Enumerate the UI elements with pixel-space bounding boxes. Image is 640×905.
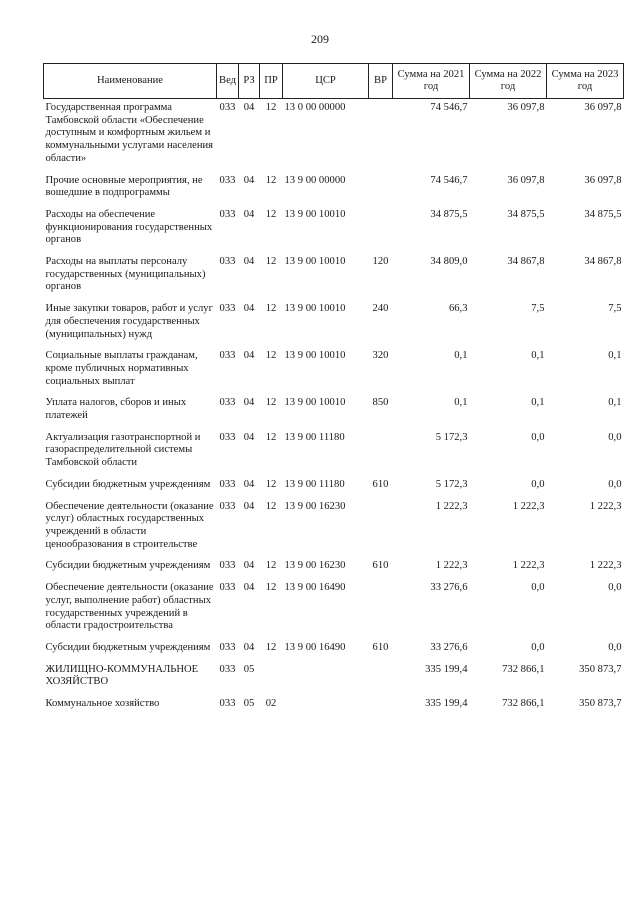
row-pr: 12 xyxy=(265,208,277,220)
table-row xyxy=(44,300,624,347)
row-pr: 12 xyxy=(265,303,277,315)
row-sum-2022: 732 866,1 xyxy=(502,698,545,710)
header-name: Наименование xyxy=(44,64,217,99)
row-ved: 033 xyxy=(219,102,236,113)
table-row xyxy=(44,695,624,717)
row-sum-2023: 34 875,5 xyxy=(584,208,622,220)
row-rz: 04 xyxy=(243,500,255,512)
row-rz: 05 xyxy=(243,698,255,710)
row-sum-2021: 66,3 xyxy=(448,303,468,315)
budget-table xyxy=(43,63,624,717)
row-vr xyxy=(369,695,393,717)
row-csr: 13 9 00 11180 xyxy=(284,478,345,490)
row-name: Субсидии бюджетным учреждениям xyxy=(45,478,211,490)
row-ved: 033 xyxy=(219,663,236,675)
row-name: Прочие основные мероприятия, не вошедшие в подпрограммы xyxy=(45,174,203,199)
row-name: Обеспечение деятельности (оказание услуг) областных государственных учреждений в области ценообразования в строительстве xyxy=(45,500,214,550)
header-pr: ПР xyxy=(260,64,283,99)
row-name: Субсидии бюджетным учреждениям xyxy=(45,641,211,653)
row-name: Коммунальное хозяйство xyxy=(45,698,160,710)
row-sum-2021: 0,1 xyxy=(454,397,468,409)
row-vr: 610 xyxy=(372,560,389,572)
row-rz: 04 xyxy=(243,256,255,268)
row-pr: 12 xyxy=(265,256,277,268)
table-row xyxy=(44,661,624,695)
row-csr: 13 9 00 10010 xyxy=(284,208,346,220)
row-vr: 240 xyxy=(372,303,389,315)
row-ved: 033 xyxy=(219,208,236,220)
row-vr xyxy=(369,429,393,476)
row-vr xyxy=(369,99,393,172)
row-ved: 033 xyxy=(219,174,236,186)
row-sum-2021: 0,1 xyxy=(454,350,468,362)
row-ved: 033 xyxy=(219,582,236,594)
row-sum-2022: 7,5 xyxy=(531,303,545,315)
row-rz: 04 xyxy=(243,560,255,572)
row-csr xyxy=(283,695,369,717)
row-sum-2021: 5 172,3 xyxy=(435,478,468,490)
row-sum-2023: 34 867,8 xyxy=(584,256,622,268)
row-sum-2022: 34 867,8 xyxy=(507,256,545,268)
row-ved: 033 xyxy=(219,500,236,512)
row-sum-2023: 7,5 xyxy=(608,303,622,315)
row-rz: 04 xyxy=(243,641,255,653)
row-name: Расходы на выплаты персоналу государственных (муниципальных) органов xyxy=(45,256,206,293)
row-sum-2021: 1 222,3 xyxy=(435,500,468,512)
header-sum-2021: Сумма на 2021 год xyxy=(393,64,470,99)
row-rz: 04 xyxy=(243,303,255,315)
row-rz: 04 xyxy=(243,350,255,362)
header-csr: ЦСР xyxy=(283,64,369,99)
row-sum-2022: 732 866,1 xyxy=(502,663,545,675)
table-header-row xyxy=(44,64,624,99)
table-row xyxy=(44,476,624,498)
table-body xyxy=(44,99,624,717)
row-sum-2022: 34 875,5 xyxy=(507,208,545,220)
row-ved: 033 xyxy=(219,256,236,268)
table-row xyxy=(44,206,624,253)
row-rz: 04 xyxy=(243,397,255,409)
row-sum-2022: 1 222,3 xyxy=(512,500,545,512)
row-rz: 04 xyxy=(243,102,255,113)
row-csr: 13 9 00 10010 xyxy=(284,303,346,315)
table-row xyxy=(44,253,624,300)
row-vr xyxy=(369,498,393,558)
row-csr: 13 9 00 16490 xyxy=(284,582,346,594)
row-sum-2021: 5 172,3 xyxy=(435,431,468,443)
row-sum-2023: 350 873,7 xyxy=(579,663,622,675)
row-csr: 13 9 00 10010 xyxy=(284,397,346,409)
row-pr: 12 xyxy=(265,174,277,186)
table-row xyxy=(44,639,624,661)
row-name: Социальные выплаты гражданам, кроме публичных нормативных социальных выплат xyxy=(45,350,198,387)
row-ved: 033 xyxy=(219,478,236,490)
row-pr: 12 xyxy=(265,560,277,572)
row-pr: 12 xyxy=(265,397,277,409)
row-vr xyxy=(369,661,393,695)
row-sum-2021: 335 199,4 xyxy=(425,663,468,675)
header-rz: РЗ xyxy=(239,64,260,99)
row-sum-2023: 36 097,8 xyxy=(584,102,622,113)
row-vr: 320 xyxy=(372,350,389,362)
header-ved: Вед xyxy=(217,64,239,99)
row-ved: 033 xyxy=(219,350,236,362)
row-sum-2021: 33 276,6 xyxy=(430,582,468,594)
row-name: Уплата налогов, сборов и иных платежей xyxy=(45,397,187,422)
row-vr xyxy=(369,172,393,206)
row-csr: 13 9 00 00000 xyxy=(284,174,346,186)
row-pr xyxy=(260,661,283,695)
row-vr: 120 xyxy=(372,256,389,268)
row-name: Обеспечение деятельности (оказание услуг, выполнение работ) областных государственных учреждений в области градостроительства xyxy=(45,582,214,632)
row-name: Государственная программа Тамбовской области «Обеспечение доступным и комфортным жильем и коммунальными услугами населения области» xyxy=(45,102,214,164)
row-pr: 12 xyxy=(265,102,277,113)
row-sum-2023: 1 222,3 xyxy=(589,560,622,572)
row-ved: 033 xyxy=(219,431,236,443)
row-sum-2023: 0,1 xyxy=(608,350,622,362)
row-ved: 033 xyxy=(219,560,236,572)
row-sum-2022: 0,0 xyxy=(531,582,545,594)
row-sum-2021: 34 875,5 xyxy=(430,208,468,220)
row-sum-2022: 1 222,3 xyxy=(512,560,545,572)
row-ved: 033 xyxy=(219,303,236,315)
row-vr: 610 xyxy=(372,641,389,653)
row-sum-2023: 0,1 xyxy=(608,397,622,409)
row-sum-2022: 36 097,8 xyxy=(507,174,545,186)
table-row xyxy=(44,557,624,579)
row-sum-2023: 1 222,3 xyxy=(589,500,622,512)
row-sum-2022: 0,0 xyxy=(531,641,545,653)
row-ved: 033 xyxy=(219,641,236,653)
row-sum-2021: 74 546,7 xyxy=(430,174,468,186)
table-row xyxy=(44,429,624,476)
row-csr: 13 9 00 10010 xyxy=(284,256,346,268)
row-sum-2023: 350 873,7 xyxy=(579,698,622,710)
header-sum-2022: Сумма на 2022 год xyxy=(470,64,547,99)
row-csr: 13 0 00 00000 xyxy=(284,102,346,113)
table-row xyxy=(44,347,624,394)
row-pr: 12 xyxy=(265,478,277,490)
row-csr: 13 9 00 16230 xyxy=(284,560,346,572)
row-sum-2023: 0,0 xyxy=(608,641,622,653)
row-sum-2021: 335 199,4 xyxy=(425,698,468,710)
row-sum-2023: 36 097,8 xyxy=(584,174,622,186)
row-sum-2021: 33 276,6 xyxy=(430,641,468,653)
row-vr: 850 xyxy=(372,397,389,409)
row-vr xyxy=(369,579,393,639)
row-sum-2021: 34 809,0 xyxy=(430,256,468,268)
row-sum-2023: 0,0 xyxy=(608,478,622,490)
row-sum-2023: 0,0 xyxy=(608,431,622,443)
row-rz: 05 xyxy=(243,663,255,675)
row-rz: 04 xyxy=(243,174,255,186)
row-sum-2021: 1 222,3 xyxy=(435,560,468,572)
table-row xyxy=(44,394,624,428)
row-csr: 13 9 00 16230 xyxy=(284,500,346,512)
row-name: ЖИЛИЩНО-КОММУНАЛЬНОЕ ХОЗЯЙСТВО xyxy=(45,663,199,688)
row-vr xyxy=(369,206,393,253)
row-ved: 033 xyxy=(219,397,236,409)
row-ved: 033 xyxy=(219,698,236,710)
row-pr: 02 xyxy=(265,698,277,710)
row-pr: 12 xyxy=(265,641,277,653)
row-csr xyxy=(283,661,369,695)
table-row xyxy=(44,172,624,206)
table-row xyxy=(44,498,624,558)
row-rz: 04 xyxy=(243,582,255,594)
row-sum-2023: 0,0 xyxy=(608,582,622,594)
row-vr: 610 xyxy=(372,478,389,490)
row-sum-2022: 36 097,8 xyxy=(507,102,545,113)
table-row xyxy=(44,99,624,172)
header-vr: ВР xyxy=(369,64,393,99)
page-number: 209 xyxy=(311,32,329,46)
row-pr: 12 xyxy=(265,431,277,443)
row-sum-2022: 0,1 xyxy=(531,397,545,409)
row-rz: 04 xyxy=(243,208,255,220)
row-sum-2022: 0,0 xyxy=(531,478,545,490)
row-rz: 04 xyxy=(243,431,255,443)
header-sum-2023: Сумма на 2023 год xyxy=(547,64,624,99)
row-pr: 12 xyxy=(265,582,277,594)
row-sum-2022: 0,0 xyxy=(531,431,545,443)
row-csr: 13 9 00 11180 xyxy=(284,431,345,443)
row-sum-2021: 74 546,7 xyxy=(430,102,468,113)
row-rz: 04 xyxy=(243,478,255,490)
row-sum-2022: 0,1 xyxy=(531,350,545,362)
row-name: Иные закупки товаров, работ и услуг для обеспечения государственных (муниципальных) нужд xyxy=(45,303,213,340)
row-csr: 13 9 00 16490 xyxy=(284,641,346,653)
table-row xyxy=(44,579,624,639)
row-csr: 13 9 00 10010 xyxy=(284,350,346,362)
row-name: Расходы на обеспечение функционирования государственных органов xyxy=(45,208,213,246)
row-pr: 12 xyxy=(265,350,277,362)
row-pr: 12 xyxy=(265,500,277,512)
row-name: Актуализация газотранспортной и газораспределительной системы Тамбовской области xyxy=(45,431,201,469)
row-name: Субсидии бюджетным учреждениям xyxy=(45,560,211,572)
